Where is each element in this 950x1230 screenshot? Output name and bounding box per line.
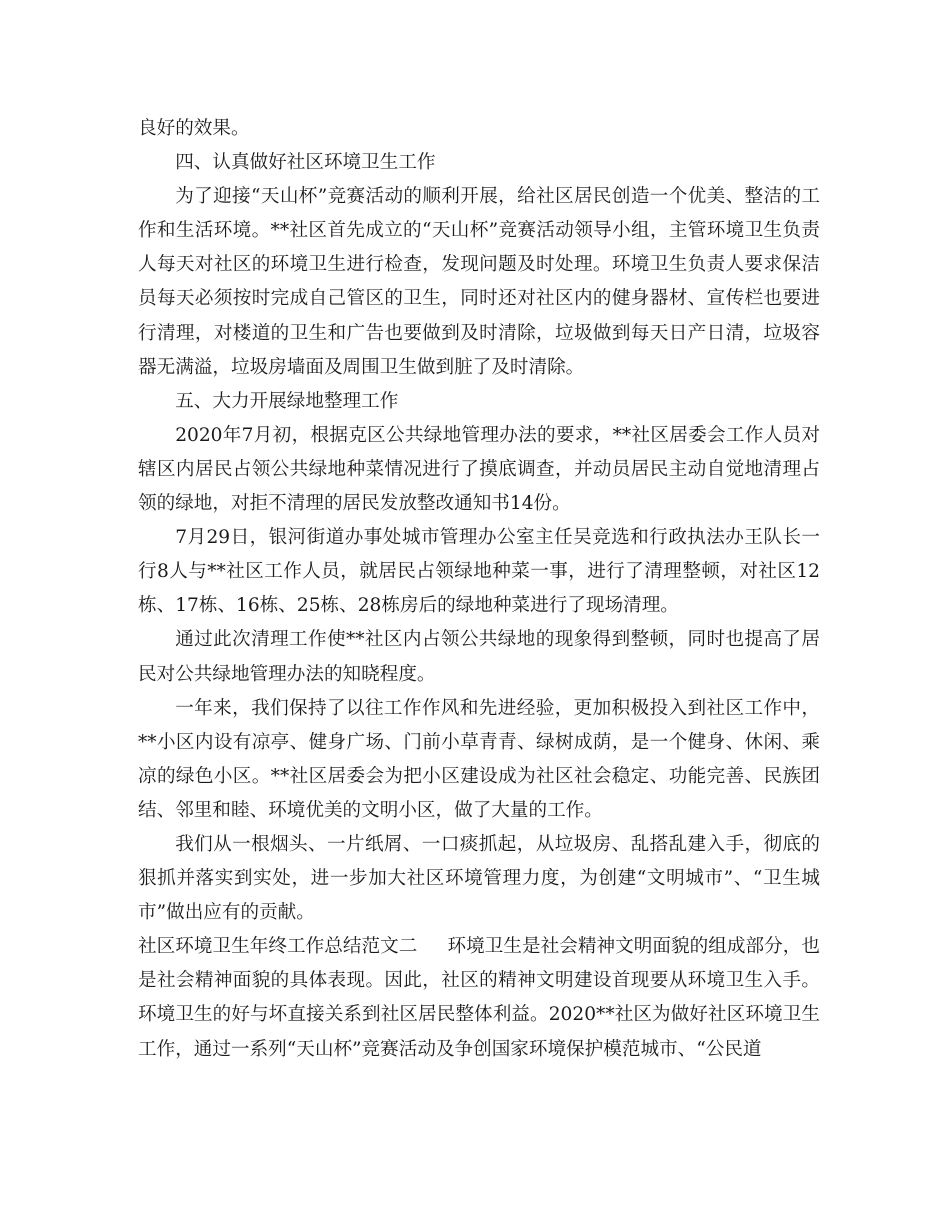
- paragraph-section-two: [138, 930, 820, 1066]
- paragraph-commitment: 我们从一根烟头、一片纸屑、一口痰抓起，从垃圾房、乱搭乱建入手，彻底的狠抓并落实到实处，进一步加大社区环境管理力度，为创建“文明城市”、“卫生城市”做出应有的贡献。: [138, 833, 820, 924]
- paragraph-environment: 为了迎接“天山杯”竞赛活动的顺利开展，给社区居民创造一个优美、整洁的工作和生活环境。**社区首先成立的“天山杯”竞赛活动领导小组，主管环境卫生负责人每天对社区的环境卫生进行检查，发现问题及时处理。环境卫生负责人要求保洁员每天必须按时完成自己管区的卫生，同时还对社区内的健身器材、宣传栏也要进行清理，对楼道的卫生和广告也要做到及时清除，垃圾做到每天日产日清，垃圾容器无满溢，垃圾房墙面及周围卫生做到脏了及时清除。: [138, 186, 820, 378]
- paragraph-year-summary: 一年来，我们保持了以往工作作风和先进经验，更加积极投入到社区工作中，**小区内设有凉亭、健身广场、门前小草青青、绿树成荫，是一个健身、休闲、乘凉的绿色小区。**社区居委会为把小区建设成为社区社会稳定、功能完善、民族团结、邻里和睦、环境优美的文明小区，做了大量的工作。: [138, 697, 820, 821]
- section-heading-4: 四、认真做好社区环境卫生工作: [175, 152, 436, 174]
- section-heading-5: 五、大力开展绿地整理工作: [175, 390, 399, 412]
- paragraph-greenland-survey: 2020年7月初，根据克区公共绿地管理办法的要求，**社区居委会工作人员对辖区内居民占领公共绿地种菜情况进行了摸底调查，并动员居民主动自觉地清理占领的绿地，对拒不清理的居民发放整改通知书14份。: [138, 424, 820, 515]
- paragraph-continuation: 良好的效果。: [138, 118, 250, 139]
- section-two-title: 社区环境卫生年终工作总结范文二: [138, 936, 418, 958]
- paragraph-greenland-cleanup: 7月29日，银河街道办事处城市管理办公室主任吴竞选和行政执法办王队长一行8人与**社区工作人员，就居民占领绿地种菜一事，进行了清理整顿，对社区12栋、17栋、16栋、25栋、28栋房后的绿地种菜进行了现场清理。: [138, 527, 820, 617]
- paragraph-cleanup-result: 通过此次清理工作使**社区内占领公共绿地的现象得到整顿，同时也提高了居民对公共绿地管理办法的知晓程度。: [138, 629, 820, 685]
- document-body: [138, 112, 820, 1067]
- section-two-text: 环境卫生是社会精神文明面貌的组成部分，也是社会精神面貌的具体表现。因此，社区的精神文明建设首现要从环境卫生入手。环境卫生的好与坏直接关系到社区居民整体利益。2020**社区为做好社区环境卫生工作，通过一系列“天山杯”竞赛活动及争创国家环境保护模范城市、“公民道: [138, 936, 820, 1060]
